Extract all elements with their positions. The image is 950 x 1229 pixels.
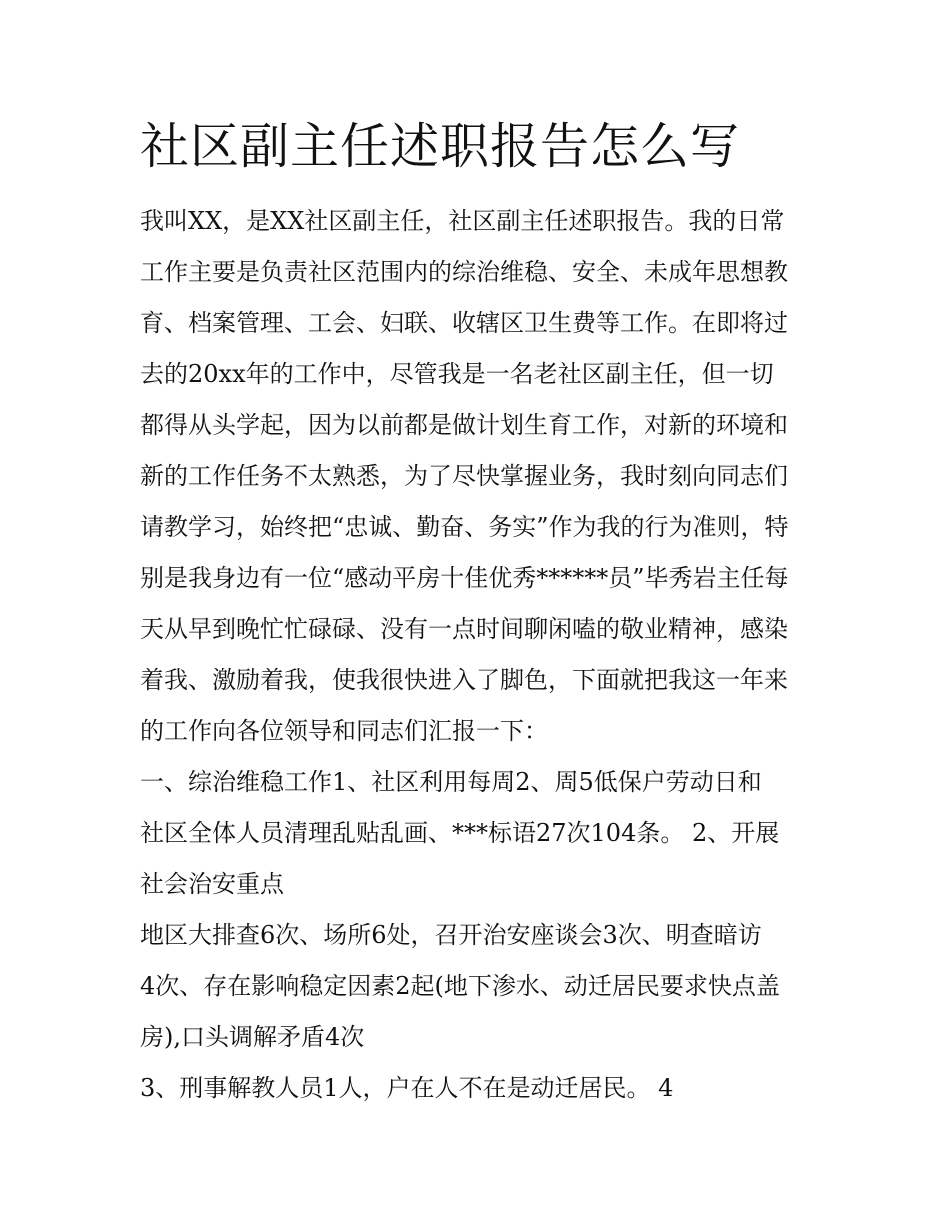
text-line: 社区全体人员清理乱贴乱画、***标语27次104条。 2、开展: [140, 819, 780, 847]
text-line: 房),口头调解矛盾4次: [140, 1023, 365, 1051]
text-line: 别是我身边有一位“感动平房十佳优秀******员”毕秀岩主任每: [140, 564, 789, 592]
text-line: 地区大排查6次、场所6处，召开治安座谈会3次、明查暗访: [140, 921, 762, 949]
text-line: 去的20xx年的工作中，尽管我是一名老社区副主任，但一切: [140, 360, 774, 388]
text-line: 育、档案管理、工会、妇联、收辖区卫生费等工作。在即将过: [140, 309, 788, 337]
text-line: 的工作向各位领导和同志们汇报一下：: [140, 717, 548, 745]
text-line: 着我、激励着我，使我很快进入了脚色，下面就把我这一年来: [140, 666, 788, 694]
document-title: 社区副主任述职报告怎么写: [140, 118, 741, 175]
text-line: 4次、存在影响稳定因素2起(地下渗水、动迁居民要求快点盖: [140, 972, 780, 1000]
text-line: 天从早到晚忙忙碌碌、没有一点时间聊闲嗑的敬业精神，感染: [140, 615, 788, 643]
document-body: [140, 196, 820, 1114]
text-line: 新的工作任务不太熟悉，为了尽快掌握业务，我时刻向同志们: [140, 462, 788, 490]
text-line: 3、刑事解教人员1人，户在人不在是动迁居民。 4: [140, 1074, 674, 1102]
text-line: 工作主要是负责社区范围内的综治维稳、安全、未成年思想教: [140, 258, 788, 286]
text-line: 我叫XX，是XX社区副主任，社区副主任述职报告。我的日常: [140, 207, 785, 235]
text-line: 都得从头学起，因为以前都是做计划生育工作，对新的环境和: [140, 411, 788, 439]
text-line: 请教学习，始终把“忠诚、勤奋、务实”作为我的行为准则，特: [140, 513, 789, 541]
text-line: 社会治安重点: [140, 870, 284, 898]
text-line: 一、综治维稳工作1、社区利用每周2、周5低保户劳动日和: [140, 768, 762, 796]
